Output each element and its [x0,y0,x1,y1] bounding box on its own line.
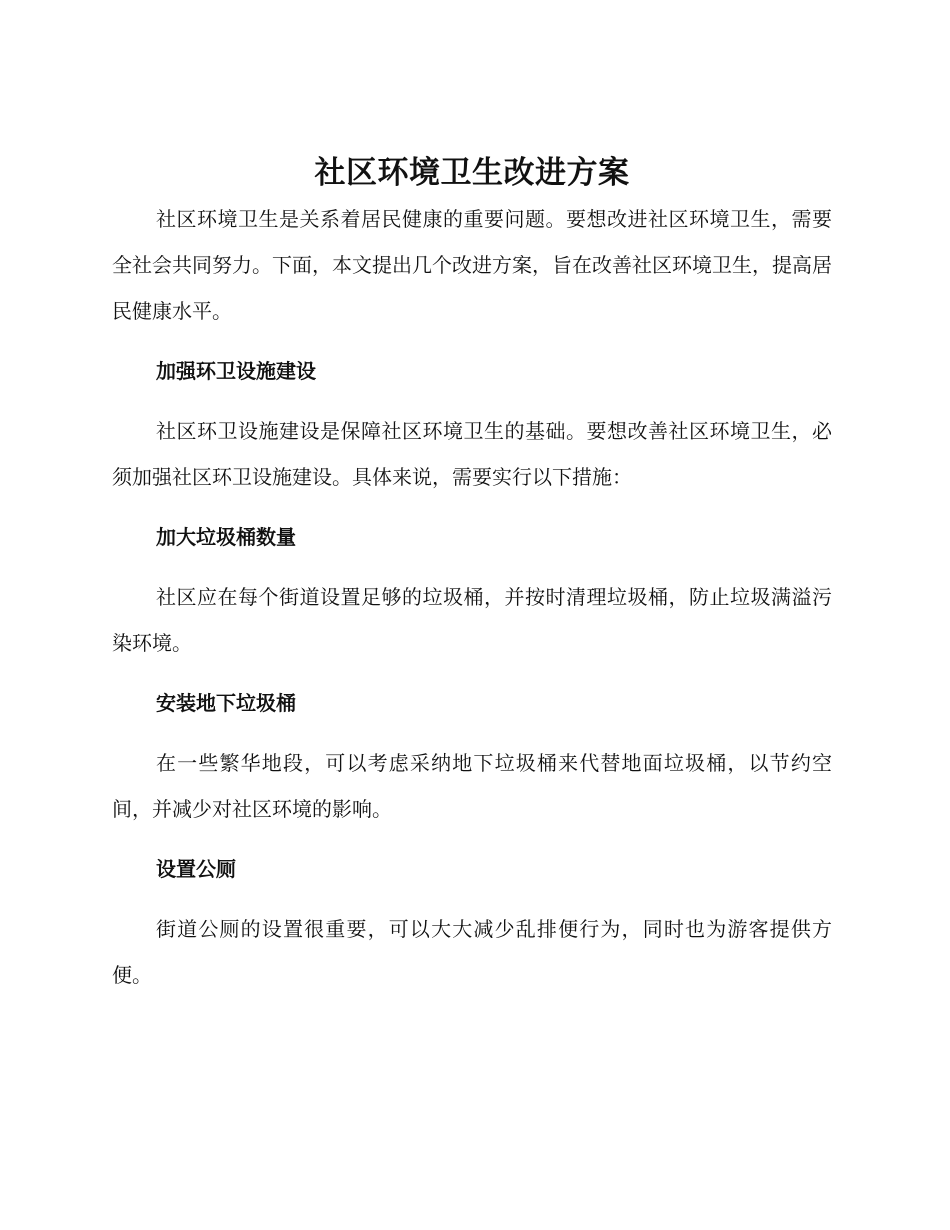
section-body-more-bins: 社区应在每个街道设置足够的垃圾桶，并按时清理垃圾桶，防止垃圾满溢污染环境。 [112,585,832,655]
section-body-public-toilets: 街道公厕的设置很重要，可以大大减少乱排便行为，同时也为游客提供方便。 [112,917,832,987]
document-page [112,150,832,1012]
section-body-underground-bins: 在一些繁华地段，可以考虑采纳地下垃圾桶来代替地面垃圾桶，以节约空间，并减少对社区环境的影响。 [112,751,832,821]
section-heading-public-toilets: 设置公厕 [156,857,236,881]
section-body-facilities: 社区环卫设施建设是保障社区环境卫生的基础。要想改善社区环境卫生，必须加强社区环卫设施建设。具体来说，需要实行以下措施： [112,419,832,489]
intro-paragraph: 社区环境卫生是关系着居民健康的重要问题。要想改进社区环境卫生，需要全社会共同努力。下面，本文提出几个改进方案，旨在改善社区环境卫生，提高居民健康水平。 [112,207,832,323]
document-title: 社区环境卫生改进方案 [314,155,630,191]
section-heading-underground-bins: 安装地下垃圾桶 [156,691,296,715]
section-heading-facilities: 加强环卫设施建设 [156,359,316,383]
section-heading-more-bins: 加大垃圾桶数量 [156,525,296,549]
